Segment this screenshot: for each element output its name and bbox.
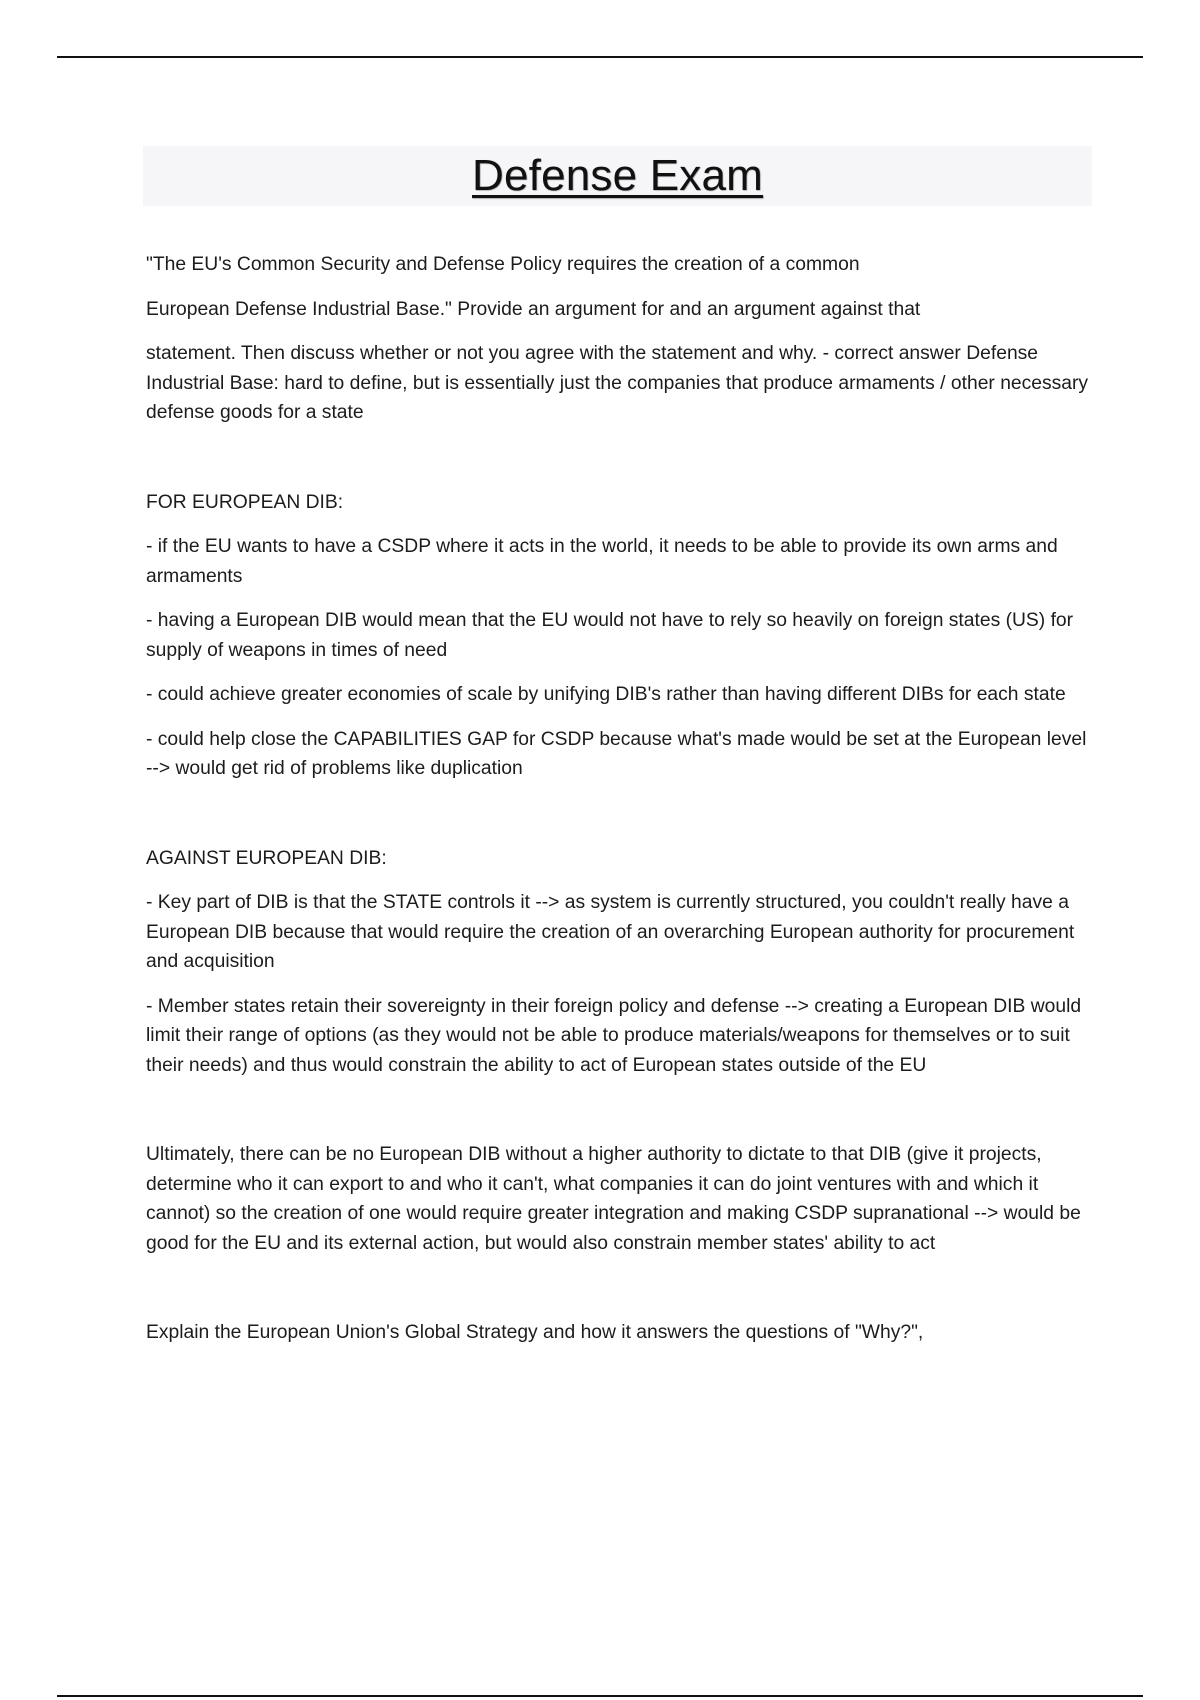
- question-answer-paragraph: statement. Then discuss whether or not you agree with the statement and why. - correct answer Defense Industrial Base: hard to define, but is essentially just the companies that produce armaments / other necessary defense goods for a state: [146, 343, 1089, 423]
- for-point-4: - could help close the CAPABILITIES GAP for CSDP because what's made would be set at the European level --> would get rid of problems like duplication: [146, 728, 1087, 779]
- title-banner: [143, 146, 1092, 206]
- for-section-heading: FOR EUROPEAN DIB:: [146, 491, 344, 513]
- question-line-1: "The EU's Common Security and Defense Policy requires the creation of a common: [146, 254, 860, 275]
- against-point-1: - Key part of DIB is that the STATE controls it --> as system is currently structured, you couldn't really have a European DIB because that would require the creation of an overarching European authority for procurement and acquisition: [146, 892, 1075, 972]
- top-rule: [57, 56, 1143, 58]
- document-body: [146, 250, 1096, 1363]
- conclusion-paragraph: Ultimately, there can be no European DIB without a higher authority to dictate to that DIB (give it projects, determine who it can export to and who it can't, what companies it can do joint ventures with and which it cannot) so the creation of one would require greater integration and making CSDP supranational --> would be good for the EU and its external action, but would also constrain member states' ability to act: [146, 1144, 1081, 1254]
- next-question: Explain the European Union's Global Strategy and how it answers the questions of "Why?",: [146, 1322, 924, 1343]
- for-point-2: - having a European DIB would mean that the EU would not have to rely so heavily on foreign states (US) for supply of weapons in times of need: [146, 610, 1074, 661]
- question-line-2: European Defense Industrial Base." Provide an argument for and an argument against that: [146, 298, 921, 320]
- bottom-rule: [57, 1695, 1143, 1697]
- against-point-2: - Member states retain their sovereignty in their foreign policy and defense --> creating a European DIB would limit their range of options (as they would not be able to produce materials/weapons for themselves or to suit their needs) and thus would constrain the ability to act of European states outside of the EU: [146, 995, 1082, 1076]
- document-title: Defense Exam: [472, 151, 763, 200]
- against-section-heading: AGAINST EUROPEAN DIB:: [146, 847, 387, 869]
- for-point-3: - could achieve greater economies of scale by unifying DIB's rather than having different DIBs for each state: [146, 684, 1066, 705]
- for-point-1: - if the EU wants to have a CSDP where it acts in the world, it needs to be able to provide its own arms and armaments: [146, 536, 1058, 587]
